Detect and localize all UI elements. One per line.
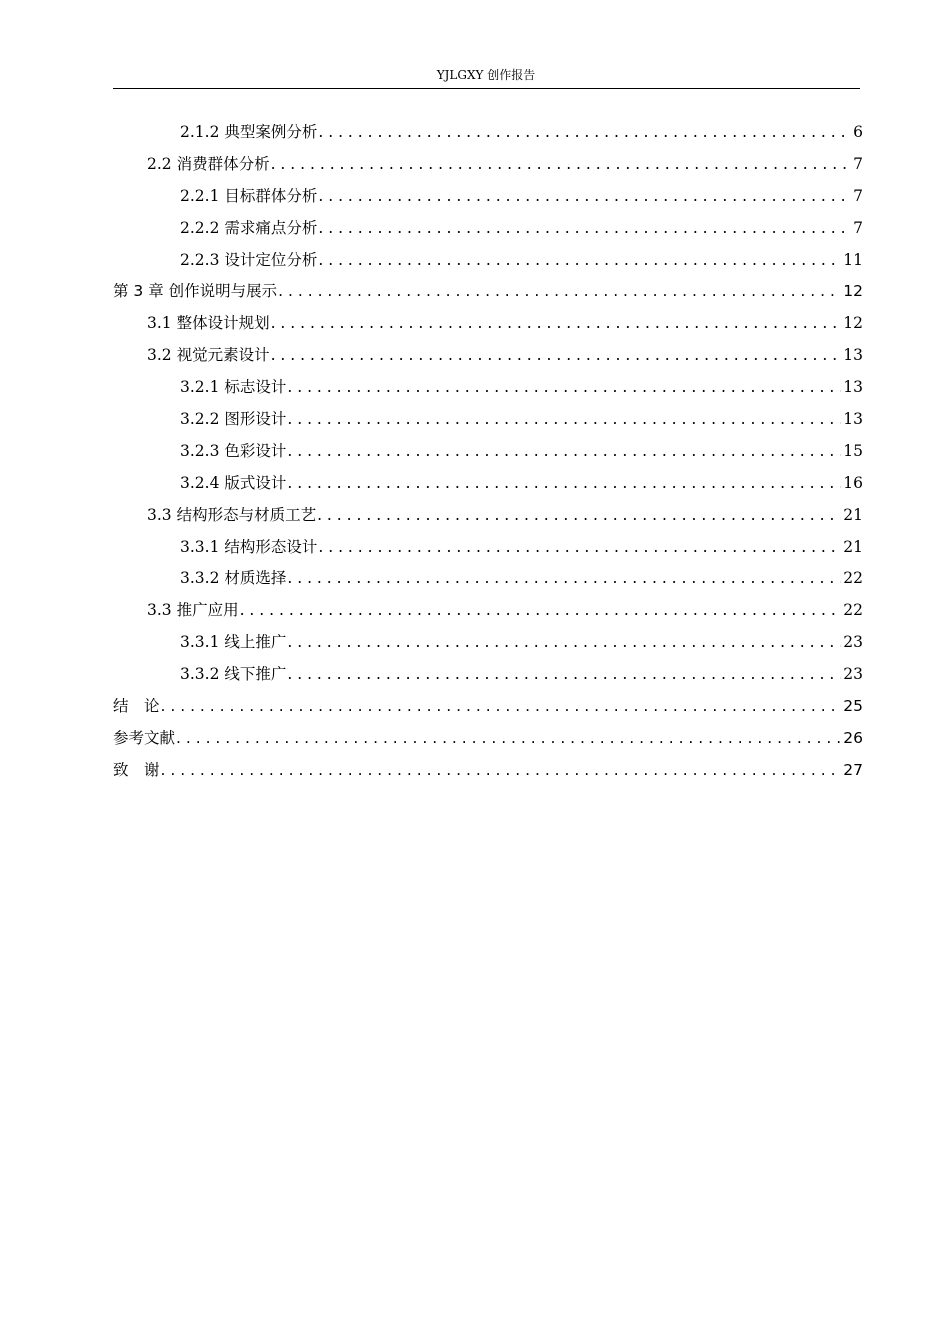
toc-dot-leader [318, 181, 851, 213]
toc-entry-page-number: 13 [843, 410, 863, 429]
toc-entry[interactable] [113, 595, 863, 627]
toc-entry[interactable] [113, 563, 863, 595]
table-of-contents [113, 117, 863, 787]
toc-dot-leader [318, 213, 851, 245]
toc-dot-leader [287, 563, 841, 595]
header-rule [113, 88, 860, 89]
toc-entry[interactable] [113, 723, 863, 755]
toc-entry-label: 3.2 视觉元素设计 [147, 346, 270, 365]
toc-entry-label: 致 谢 [113, 760, 160, 779]
toc-dot-leader [240, 595, 842, 627]
toc-entry-page-number: 12 [843, 282, 863, 301]
toc-entry-page-number: 22 [843, 601, 863, 620]
toc-dot-leader [287, 404, 841, 436]
toc-entry-label: 第 3 章 创作说明与展示 [113, 282, 278, 301]
toc-entry-label: 2.1.2 典型案例分析 [180, 123, 318, 141]
toc-entry-page-number: 16 [843, 473, 863, 492]
toc-entry-label: 结 论 [113, 697, 160, 716]
toc-entry-label: 参考文献 [113, 728, 176, 747]
toc-dot-leader [318, 245, 841, 277]
toc-entry[interactable] [113, 245, 863, 277]
toc-dot-leader [318, 117, 851, 149]
toc-entry-label: 3.3.1 结构形态设计 [180, 537, 318, 556]
toc-dot-leader [287, 627, 841, 659]
toc-entry-page-number: 21 [843, 505, 863, 524]
toc-entry-page-number: 11 [843, 250, 863, 269]
toc-entry-label: 3.3 结构形态与材质工艺 [147, 505, 317, 524]
toc-dot-leader [176, 723, 841, 755]
toc-entry-page-number: 7 [853, 218, 863, 237]
toc-entry-label: 3.3.2 材质选择 [180, 569, 287, 588]
toc-entry-page-number: 13 [843, 378, 863, 397]
toc-entry[interactable] [113, 404, 863, 436]
toc-entry-label: 2.2 消费群体分析 [147, 154, 270, 173]
toc-entry[interactable] [113, 117, 863, 149]
toc-entry-page-number: 7 [853, 154, 863, 173]
toc-entry-label: 2.2.2 需求痛点分析 [180, 218, 318, 237]
toc-entry[interactable] [113, 276, 863, 308]
toc-entry[interactable] [113, 149, 863, 181]
toc-entry-page-number: 25 [843, 697, 863, 716]
toc-entry-label: 3.3.1 线上推广 [180, 633, 287, 652]
toc-entry-page-number: 13 [843, 346, 863, 365]
toc-dot-leader [161, 691, 842, 723]
toc-entry-page-number: 23 [843, 665, 863, 684]
toc-entry[interactable] [113, 659, 863, 691]
toc-entry-label: 2.2.3 设计定位分析 [180, 250, 318, 269]
toc-dot-leader [287, 468, 841, 500]
toc-entry-label: 3.2.3 色彩设计 [180, 441, 287, 460]
toc-entry-page-number: 6 [853, 123, 863, 141]
toc-dot-leader [161, 755, 842, 787]
toc-entry[interactable] [113, 627, 863, 659]
toc-entry-page-number: 21 [843, 537, 863, 556]
toc-dot-leader [287, 372, 841, 404]
toc-entry[interactable] [113, 372, 863, 404]
toc-dot-leader [287, 659, 841, 691]
toc-entry[interactable] [113, 308, 863, 340]
toc-dot-leader [271, 308, 842, 340]
toc-entry[interactable] [113, 532, 863, 564]
toc-entry[interactable] [113, 691, 863, 723]
toc-entry[interactable] [113, 213, 863, 245]
toc-dot-leader [271, 340, 842, 372]
toc-dot-leader [317, 500, 841, 532]
toc-dot-leader [287, 436, 841, 468]
toc-entry-label: 3.2.1 标志设计 [180, 378, 287, 397]
toc-entry-page-number: 26 [843, 728, 863, 747]
toc-entry[interactable] [113, 755, 863, 787]
running-header: YJLGXY 创作报告 [436, 68, 536, 82]
toc-dot-leader [271, 149, 852, 181]
toc-entry-label: 3.2.2 图形设计 [180, 410, 287, 429]
toc-entry-page-number: 23 [843, 633, 863, 652]
toc-dot-leader [278, 276, 841, 308]
toc-entry[interactable] [113, 181, 863, 213]
toc-entry-page-number: 15 [843, 441, 863, 460]
toc-entry-label: 3.3 推广应用 [147, 601, 239, 620]
toc-entry[interactable] [113, 500, 863, 532]
toc-entry-label: 3.1 整体设计规划 [147, 314, 270, 333]
toc-entry-label: 3.3.2 线下推广 [180, 665, 287, 684]
toc-dot-leader [318, 532, 841, 564]
toc-entry-label: 2.2.1 目标群体分析 [180, 186, 318, 205]
toc-entry-page-number: 22 [843, 569, 863, 588]
toc-entry-page-number: 27 [843, 760, 863, 779]
toc-entry-page-number: 7 [853, 186, 863, 205]
toc-entry[interactable] [113, 436, 863, 468]
toc-entry-label: 3.2.4 版式设计 [180, 473, 287, 492]
toc-entry-page-number: 12 [843, 314, 863, 333]
toc-entry[interactable] [113, 340, 863, 372]
toc-entry[interactable] [113, 468, 863, 500]
